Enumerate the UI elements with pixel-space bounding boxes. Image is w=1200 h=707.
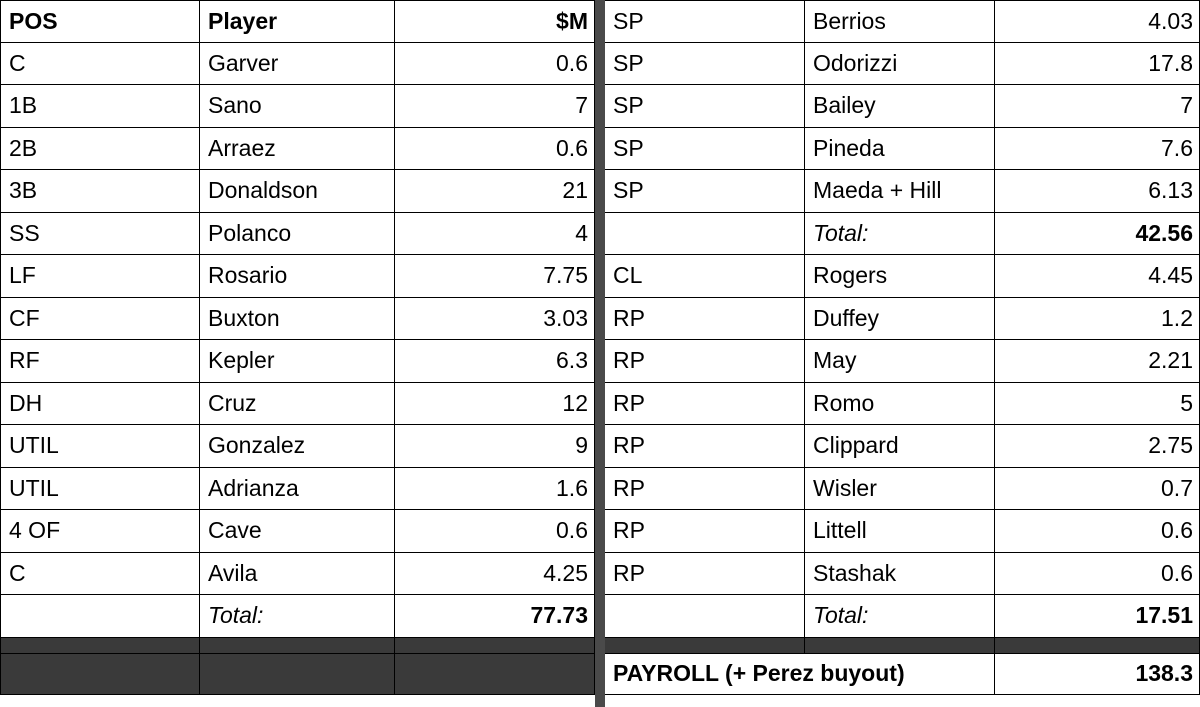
salary-cell[interactable]: 7.75 xyxy=(395,255,595,298)
player-cell[interactable]: Polanco xyxy=(200,213,395,256)
pos-cell[interactable]: 1B xyxy=(0,85,200,128)
separator-cell[interactable] xyxy=(995,638,1200,654)
pos-cell[interactable]: SS xyxy=(0,213,200,256)
salary-cell[interactable]: 2.75 xyxy=(995,425,1200,468)
salary-cell[interactable]: 17.8 xyxy=(995,43,1200,86)
payroll-value[interactable]: 138.3 xyxy=(995,654,1200,696)
total-label[interactable]: Total: xyxy=(200,595,395,638)
salary-cell[interactable]: 1.2 xyxy=(995,298,1200,341)
relievers-total-label[interactable]: Total: xyxy=(805,595,995,638)
player-cell[interactable]: Littell xyxy=(805,510,995,553)
separator-cell[interactable] xyxy=(200,638,395,654)
pos-cell[interactable]: 2B xyxy=(0,128,200,171)
salary-cell[interactable]: 0.6 xyxy=(395,510,595,553)
salary-cell[interactable]: 4 xyxy=(395,213,595,256)
dark-cell[interactable] xyxy=(0,654,200,696)
player-cell[interactable]: Bailey xyxy=(805,85,995,128)
pos-cell[interactable]: 4 OF xyxy=(0,510,200,553)
pos-cell[interactable]: C xyxy=(0,553,200,596)
salary-cell[interactable]: 3.03 xyxy=(395,298,595,341)
column-divider xyxy=(595,0,605,707)
player-cell[interactable]: Rogers xyxy=(805,255,995,298)
player-cell[interactable]: Maeda + Hill xyxy=(805,170,995,213)
pos-cell[interactable]: UTIL xyxy=(0,425,200,468)
player-cell[interactable]: Kepler xyxy=(200,340,395,383)
player-cell[interactable]: Arraez xyxy=(200,128,395,171)
player-cell[interactable]: Donaldson xyxy=(200,170,395,213)
pos-cell[interactable]: RP xyxy=(605,468,805,511)
player-cell[interactable]: Berrios xyxy=(805,0,995,43)
player-cell[interactable]: Rosario xyxy=(200,255,395,298)
player-cell[interactable]: Wisler xyxy=(805,468,995,511)
separator-cell[interactable] xyxy=(0,638,200,654)
position-players-table xyxy=(0,0,595,695)
player-cell[interactable]: Adrianza xyxy=(200,468,395,511)
salary-cell[interactable]: 7.6 xyxy=(995,128,1200,171)
pos-cell[interactable]: LF xyxy=(0,255,200,298)
pos-cell[interactable]: C xyxy=(0,43,200,86)
total-value[interactable]: 77.73 xyxy=(395,595,595,638)
player-cell[interactable]: Cruz xyxy=(200,383,395,426)
empty-cell[interactable] xyxy=(0,595,200,638)
salary-cell[interactable]: 6.3 xyxy=(395,340,595,383)
player-cell[interactable]: Clippard xyxy=(805,425,995,468)
salary-cell[interactable]: 4.25 xyxy=(395,553,595,596)
starters-total-label[interactable]: Total: xyxy=(805,213,995,256)
pitchers-table xyxy=(605,0,1200,695)
player-cell[interactable]: Odorizzi xyxy=(805,43,995,86)
player-cell[interactable]: Stashak xyxy=(805,553,995,596)
salary-header[interactable]: $M xyxy=(395,0,595,43)
pos-header[interactable]: POS xyxy=(0,0,200,43)
pos-cell[interactable]: SP xyxy=(605,43,805,86)
pos-cell[interactable]: CL xyxy=(605,255,805,298)
dark-cell[interactable] xyxy=(200,654,395,696)
salary-cell[interactable]: 0.6 xyxy=(995,553,1200,596)
player-cell[interactable]: May xyxy=(805,340,995,383)
salary-cell[interactable]: 4.45 xyxy=(995,255,1200,298)
salary-cell[interactable]: 7 xyxy=(395,85,595,128)
player-cell[interactable]: Cave xyxy=(200,510,395,553)
pos-cell[interactable]: RP xyxy=(605,298,805,341)
player-cell[interactable]: Garver xyxy=(200,43,395,86)
salary-cell[interactable]: 0.6 xyxy=(995,510,1200,553)
pos-cell[interactable]: UTIL xyxy=(0,468,200,511)
player-cell[interactable]: Avila xyxy=(200,553,395,596)
pos-cell[interactable]: RP xyxy=(605,340,805,383)
pos-cell[interactable]: SP xyxy=(605,0,805,43)
salary-cell[interactable]: 0.6 xyxy=(395,128,595,171)
salary-cell[interactable]: 2.21 xyxy=(995,340,1200,383)
player-cell[interactable]: Gonzalez xyxy=(200,425,395,468)
pos-cell[interactable]: SP xyxy=(605,85,805,128)
salary-cell[interactable]: 12 xyxy=(395,383,595,426)
separator-cell[interactable] xyxy=(805,638,995,654)
pos-cell[interactable]: RP xyxy=(605,510,805,553)
player-cell[interactable]: Romo xyxy=(805,383,995,426)
pos-cell[interactable]: RP xyxy=(605,425,805,468)
player-cell[interactable]: Duffey xyxy=(805,298,995,341)
player-header[interactable]: Player xyxy=(200,0,395,43)
starters-total-value[interactable]: 42.56 xyxy=(995,213,1200,256)
player-cell[interactable]: Pineda xyxy=(805,128,995,171)
player-cell[interactable]: Sano xyxy=(200,85,395,128)
pos-cell[interactable]: DH xyxy=(0,383,200,426)
pos-cell[interactable]: SP xyxy=(605,170,805,213)
pos-cell[interactable]: CF xyxy=(0,298,200,341)
salary-cell[interactable]: 6.13 xyxy=(995,170,1200,213)
payroll-label[interactable]: PAYROLL (+ Perez buyout) xyxy=(605,654,995,696)
salary-cell[interactable]: 4.03 xyxy=(995,0,1200,43)
relievers-total-value[interactable]: 17.51 xyxy=(995,595,1200,638)
salary-cell[interactable]: 9 xyxy=(395,425,595,468)
pos-cell[interactable]: RF xyxy=(0,340,200,383)
player-cell[interactable]: Buxton xyxy=(200,298,395,341)
salary-cell[interactable]: 5 xyxy=(995,383,1200,426)
separator-cell[interactable] xyxy=(395,638,595,654)
pos-cell[interactable]: RP xyxy=(605,383,805,426)
pos-cell[interactable]: RP xyxy=(605,553,805,596)
salary-cell[interactable]: 1.6 xyxy=(395,468,595,511)
empty-cell[interactable] xyxy=(605,595,805,638)
dark-cell[interactable] xyxy=(395,654,595,696)
separator-cell[interactable] xyxy=(605,638,805,654)
salary-cell[interactable]: 0.6 xyxy=(395,43,595,86)
empty-cell[interactable] xyxy=(605,213,805,256)
salary-cell[interactable]: 7 xyxy=(995,85,1200,128)
pos-cell[interactable]: SP xyxy=(605,128,805,171)
salary-cell[interactable]: 0.7 xyxy=(995,468,1200,511)
pos-cell[interactable]: 3B xyxy=(0,170,200,213)
salary-cell[interactable]: 21 xyxy=(395,170,595,213)
